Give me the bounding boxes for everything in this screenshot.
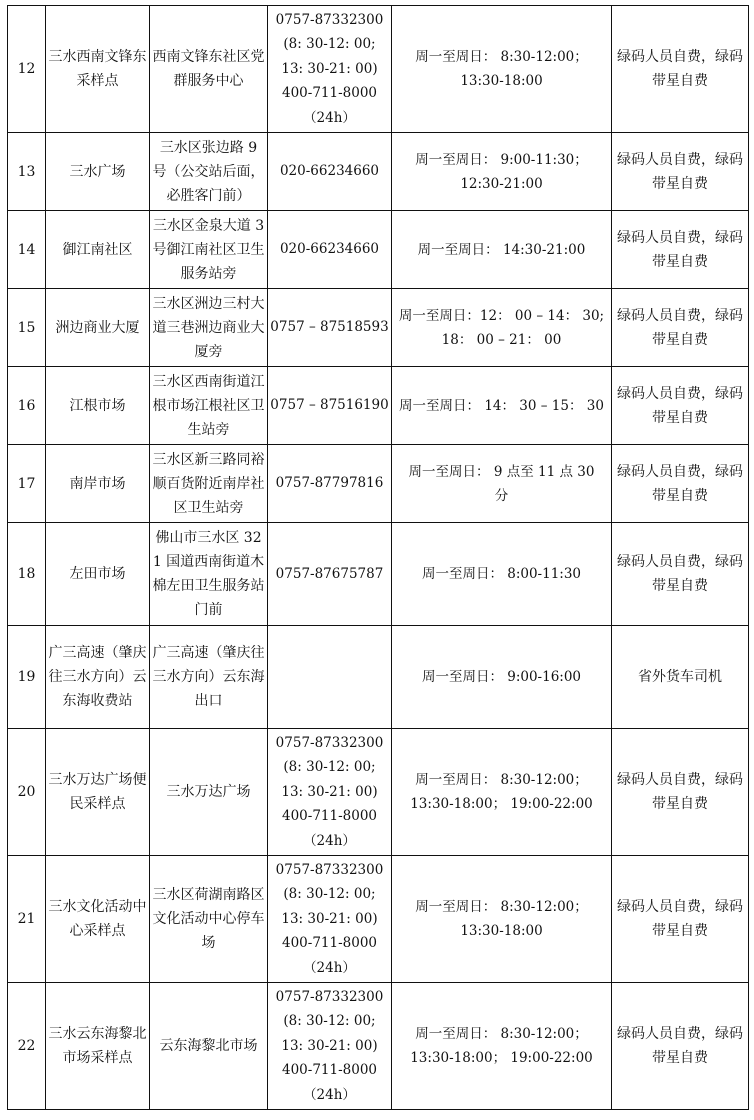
opening-hours-line: 周一至周日：12： 00 – 14： 30; [398,307,605,324]
serial-number-cell: 16 [8,367,46,445]
serial-number-cell: 13 [8,133,46,211]
contact-phone-line: 0757 – 87518593 [270,319,389,336]
contact-phone-cell [268,729,392,856]
contact-phone-line: （24h） [303,959,356,976]
serial-number-cell: 22 [8,983,46,1110]
table-row [8,729,749,856]
table-row [8,6,749,133]
contact-phone-line: 400-711-8000 [281,935,377,952]
opening-hours-line: 18： 00 – 21： 00 [441,331,562,348]
opening-hours-cell [392,211,612,289]
table-row [8,133,749,211]
opening-hours-line: 周一至周日： 8:00-11:30 [421,566,582,582]
service-note-cell: 绿码人员自费，绿码带星自费 [612,856,749,983]
contact-phone-cell [268,367,392,445]
opening-hours-cell [392,983,612,1110]
site-name-cell: 洲边商业大厦 [46,289,150,367]
contact-phone-line: 13: 30-21: 00) [281,1037,378,1054]
document-page [7,5,749,1110]
contact-phone-cell [268,289,392,367]
serial-number-cell: 20 [8,729,46,856]
contact-phone-line: 0757-87332300 [275,861,384,878]
site-name-cell: 三水云东海黎北市场采样点 [46,983,150,1110]
contact-phone-cell [268,6,392,133]
site-name-cell: 御江南社区 [46,211,150,289]
opening-hours-cell [392,367,612,445]
contact-phone-line: （24h） [303,1086,356,1103]
contact-phone-line: 0757-87332300 [275,11,384,28]
service-note-cell: 省外货车司机 [612,626,749,729]
opening-hours-cell [392,445,612,523]
site-address-cell: 三水区金泉大道 3 号御江南社区卫生服务站旁 [150,211,268,289]
opening-hours-line: 周一至周日： 9:00-11:30； [415,151,588,168]
contact-phone-line: 13: 30-21: 00) [281,783,378,800]
site-name-cell: 三水文化活动中心采样点 [46,856,150,983]
opening-hours-cell [392,289,612,367]
opening-hours-cell [392,856,612,983]
site-address-cell: 云东海黎北市场 [150,983,268,1110]
contact-phone-line: 0757-87797816 [275,475,384,492]
contact-phone-line: 400-711-8000 [281,85,377,102]
opening-hours-line: 周一至周日： 8:30-12:00； [415,899,588,915]
opening-hours-line: 13:30-18:00 [460,73,543,89]
serial-number-cell: 19 [8,626,46,729]
contact-phone-line: (8: 30-12: 00; [283,759,376,776]
contact-phone-cell [268,626,392,729]
contact-phone-line: 400-711-8000 [281,808,377,825]
site-address-cell: 三水区荷湖南路区文化活动中心停车场 [150,856,268,983]
contact-phone-cell [268,133,392,211]
contact-phone-cell [268,211,392,289]
opening-hours-line: 周一至周日： 14： 30 – 15： 30 [399,397,604,414]
contact-phone-line: 0757-87332300 [275,988,384,1005]
serial-number-cell: 15 [8,289,46,367]
site-name-cell: 广三高速（肇庆往三水方向）云东海收费站 [46,626,150,729]
opening-hours-line: 13:30-18:00 [460,923,543,939]
site-name-cell: 三水万达广场便民采样点 [46,729,150,856]
contact-phone-cell [268,445,392,523]
opening-hours-line: 周一至周日： 8:30-12:00； [415,1026,588,1042]
opening-hours-line: 周一至周日： 9 点至 11 点 30 [408,463,595,480]
service-note-cell: 绿码人员自费，绿码带星自费 [612,445,749,523]
contact-phone-line: 13: 30-21: 00) [281,910,378,927]
site-address-cell: 三水区洲边三村大道三巷洲边商业大厦旁 [150,289,268,367]
service-note-cell: 绿码人员自费，绿码带星自费 [612,6,749,133]
opening-hours-cell [392,133,612,211]
contact-phone-line: 400-711-8000 [281,1062,377,1079]
table-body [8,6,749,1110]
table-row [8,983,749,1110]
table-row [8,626,749,729]
service-note-cell: 绿码人员自费，绿码带星自费 [612,289,749,367]
service-note-cell: 绿码人员自费，绿码带星自费 [612,367,749,445]
site-name-cell: 江根市场 [46,367,150,445]
contact-phone-cell [268,983,392,1110]
contact-phone-line: (8: 30-12: 00; [283,1013,376,1030]
site-address-cell: 佛山市三水区 321 国道西南街道木棉左田卫生服务站门前 [150,523,268,626]
table-row [8,367,749,445]
opening-hours-line: 分 [494,487,509,504]
site-address-cell: 三水区张边路 9 号（公交站后面，必胜客门前） [150,133,268,211]
contact-phone-line: (8: 30-12: 00; [283,886,376,903]
contact-phone-line: 13: 30-21: 00) [281,60,378,77]
serial-number-cell: 12 [8,6,46,133]
contact-phone-line: 020-66234660 [279,241,380,258]
opening-hours-line: 周一至周日： 8:30-12:00； [415,49,588,65]
opening-hours-cell [392,626,612,729]
contact-phone-line: （24h） [303,832,356,849]
opening-hours-line: 周一至周日： 14:30-21:00 [417,241,586,258]
table-row [8,211,749,289]
service-note-cell: 绿码人员自费，绿码带星自费 [612,729,749,856]
site-name-cell: 三水西南文锋东采样点 [46,6,150,133]
site-name-cell: 三水广场 [46,133,150,211]
service-note-cell: 绿码人员自费，绿码带星自费 [612,133,749,211]
site-address-cell: 西南文锋东社区党群服务中心 [150,6,268,133]
opening-hours-cell [392,6,612,133]
site-address-cell: 三水区西南街道江根市场江根社区卫生站旁 [150,367,268,445]
serial-number-cell: 18 [8,523,46,626]
site-name-cell: 南岸市场 [46,445,150,523]
service-note-cell: 绿码人员自费，绿码带星自费 [612,983,749,1110]
table-row [8,856,749,983]
contact-phone-line: 0757-87675787 [275,565,384,582]
table-row [8,289,749,367]
opening-hours-line: 12:30-21:00 [460,175,543,192]
opening-hours-cell [392,729,612,856]
opening-hours-line: 13:30-18:00； 19:00-22:00 [410,796,593,812]
site-name-cell: 左田市场 [46,523,150,626]
table-row [8,523,749,626]
table-row [8,445,749,523]
site-address-cell: 三水万达广场 [150,729,268,856]
opening-hours-cell [392,523,612,626]
service-note-cell: 绿码人员自费，绿码带星自费 [612,211,749,289]
site-address-cell: 广三高速（肇庆往三水方向）云东海出口 [150,626,268,729]
service-note-cell: 绿码人员自费，绿码带星自费 [612,523,749,626]
opening-hours-line: 周一至周日： 8:30-12:00； [415,772,588,788]
contact-phone-line: (8: 30-12: 00; [283,36,376,53]
contact-phone-line: 0757 – 87516190 [270,397,389,414]
contact-phone-cell [268,856,392,983]
serial-number-cell: 17 [8,445,46,523]
serial-number-cell: 21 [8,856,46,983]
serial-number-cell: 14 [8,211,46,289]
contact-phone-line: 020-66234660 [279,163,380,180]
contact-phone-cell [268,523,392,626]
contact-phone-line: 0757-87332300 [275,734,384,751]
sampling-sites-table [7,5,749,1110]
opening-hours-line: 13:30-18:00； 19:00-22:00 [410,1050,593,1066]
contact-phone-line: （24h） [303,109,356,126]
opening-hours-line: 周一至周日： 9:00-16:00 [421,669,582,685]
site-address-cell: 三水区新三路同裕顺百货附近南岸社区卫生站旁 [150,445,268,523]
